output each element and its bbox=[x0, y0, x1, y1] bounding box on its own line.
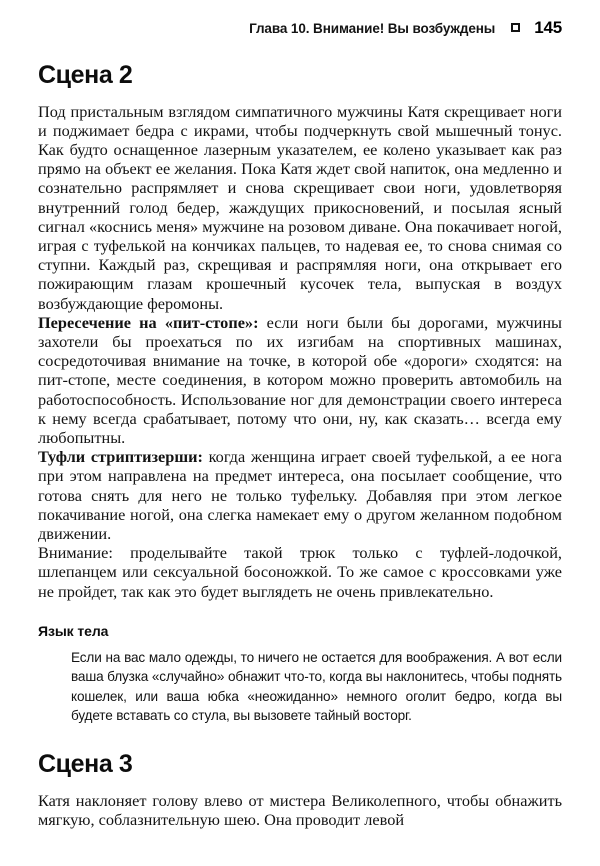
heading-scene-2: Сцена 2 bbox=[38, 61, 133, 89]
scene2-paragraph-1: Под пристальным взглядом симпатичного мужчины Катя скрещивает ноги и поджимает бедра с икрами, чтобы подчеркнуть свой мышечный тонус. Как будто оснащенное лазерным указателем, ее колено указывает как раз прямо на объект ее желания. Пока Катя ждет свой напиток, она медленно и сознательно распрямляет и снова скрещивает свои ноги, удовлетворяя внутренний голод бедер, жаждущих прикосновений, и посылая ясный сигнал «коснись меня» мужчине на розовом диване. Она покачивает ногой, играя с туфелькой на кончиках пальцев, то надевая ее, то снова снимая со ступни. Каждый раз, скрещивая и распрямляя ноги, она открывает его пожирающим глазам крошечный кусочек тела, выпуская в воздух возбуждающие феромоны. bbox=[38, 101, 562, 313]
scene2-paragraph-2-text: если ноги были бы дорогами, мужчины захотели бы проехаться по их изгибам на спортивных машинах, сосредоточивая внимание на точке, в которой обе «дороги» сходятся: на пит-стопе, месте соединения, в котором можно проверить автомобиль на работоспособность. Использование ног для демонстрации своего интереса к нему всегда срабатывает, потому что они, ну, как сказать… всегда ему любопытны. bbox=[38, 312, 562, 447]
body-language-text: Если на вас мало одежды, то ничего не остается для воображения. А вот если ваша блузка «случайно» обнажит что-то, когда вы наклонитесь, чтобы поднять кошелек, или ваша юбка «неожиданно» немного оголит бедро, когда вы будете вставать со стула, вы вызовете тайный восторг. bbox=[71, 649, 562, 723]
lead-in-stripper-shoes: Туфли стриптизерши: bbox=[38, 447, 203, 467]
page-number: 145 bbox=[534, 18, 562, 37]
heading-body-language: Язык тела bbox=[38, 622, 109, 639]
square-outline-icon bbox=[511, 23, 520, 32]
scene2-paragraph-3-text: когда женщина играет своей туфелькой, а ее нога при этом направлена на предмет интереса, она посылает сообщение, что готова снять для него не только туфельку. Добавляя при этом легкое покачивание ногой, она слегка намекает ему о другом желанном подобном движении. bbox=[38, 447, 562, 543]
chapter-title: Глава 10. Внимание! Вы возбуждены bbox=[249, 21, 496, 36]
scene2-paragraph-4: Внимание: проделывайте такой трюк только с туфлей-лодочкой, шлепанцем или сексуальной босоножкой. То же самое с кроссовками уже не пройдет, так как это будет выглядеть не очень привлекательно. bbox=[38, 543, 562, 601]
lead-in-pit-stop: Пересечение на «пит-стопе»: bbox=[38, 312, 259, 332]
scene2-paragraph-2 bbox=[38, 313, 562, 447]
running-header bbox=[38, 0, 562, 44]
body-language-callout bbox=[71, 648, 562, 726]
scene3-paragraph-1: Катя наклоняет голову влево от мистера Великолепного, чтобы обнажить мягкую, соблазнительную шею. Она проводит левой bbox=[38, 790, 562, 830]
scene2-paragraph-3 bbox=[38, 447, 562, 543]
heading-scene-3: Сцена 3 bbox=[38, 750, 133, 779]
